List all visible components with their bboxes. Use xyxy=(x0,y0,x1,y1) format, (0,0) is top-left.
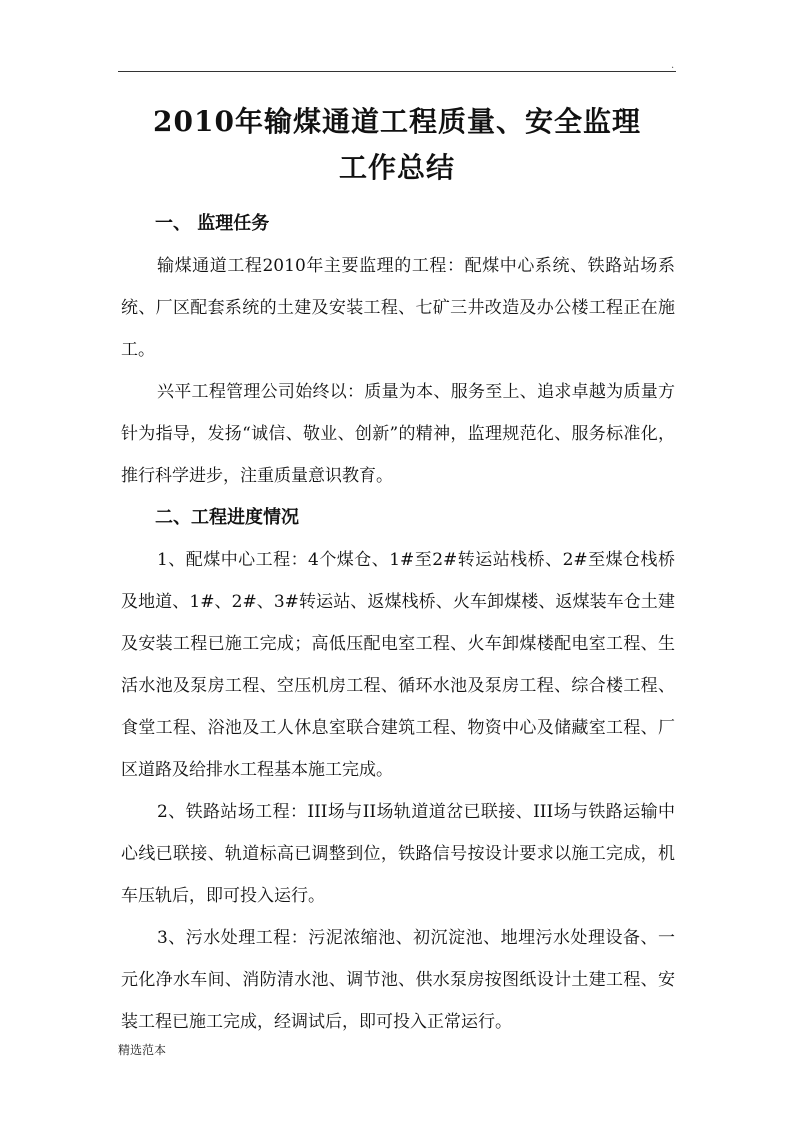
header-mark: . xyxy=(671,60,675,71)
paragraph-coal-center: 1、配煤中心工程：4个煤仓、1#至2#转运站栈桥、2#至煤仓栈桥及地道、1#、2#、3#转运站、返煤栈桥、火车卸煤楼、返煤装车仓土建及安装工程已施工完成；高低压配电室工程、火车卸煤楼配电室工程、生活水池及泵房工程、空压机房工程、循环水池及泵房工程、综合楼工程、食堂工程、浴池及工人休息室联合建筑工程、物资中心及储藏室工程、厂区道路及给排水工程基本施工完成。 xyxy=(121,550,675,780)
page-title-line-1: 2010年输煤通道工程质量、安全监理 xyxy=(153,105,641,138)
footer-label: 精选范本 xyxy=(118,1043,167,1057)
section-heading-supervision-tasks: 一、 监理任务 xyxy=(155,213,270,234)
paragraph-sewage-treatment: 3、污水处理工程：污泥浓缩池、初沉淀池、地埋污水处理设备、一元化净水车间、消防清水池、调节池、供水泵房按图纸设计土建工程、安装工程已施工完成，经调试后，即可投入正常运行。 xyxy=(121,928,675,1032)
page-title-line-2: 工作总结 xyxy=(338,151,455,184)
section-heading-progress: 二、工程进度情况 xyxy=(155,507,299,528)
header-rule xyxy=(118,71,676,72)
paragraph-quality-policy: 兴平工程管理公司始终以：质量为本、服务至上、追求卓越为质量方针为指导，发扬“诚信、敬业、创新”的精神，监理规范化、服务标准化，推行科学进步，注重质量意识教育。 xyxy=(121,382,675,486)
document-body xyxy=(121,203,675,1043)
paragraph-supervised-projects: 输煤通道工程2010年主要监理的工程：配煤中心系统、铁路站场系统、厂区配套系统的土建及安装工程、七矿三井改造及办公楼工程正在施工。 xyxy=(121,256,675,360)
paragraph-railway-station: 2、铁路站场工程：III场与II场轨道道岔已联接、III场与铁路运输中心线已联接、轨道标高已调整到位，铁路信号按设计要求以施工完成，机车压轨后，即可投入运行。 xyxy=(121,802,675,906)
